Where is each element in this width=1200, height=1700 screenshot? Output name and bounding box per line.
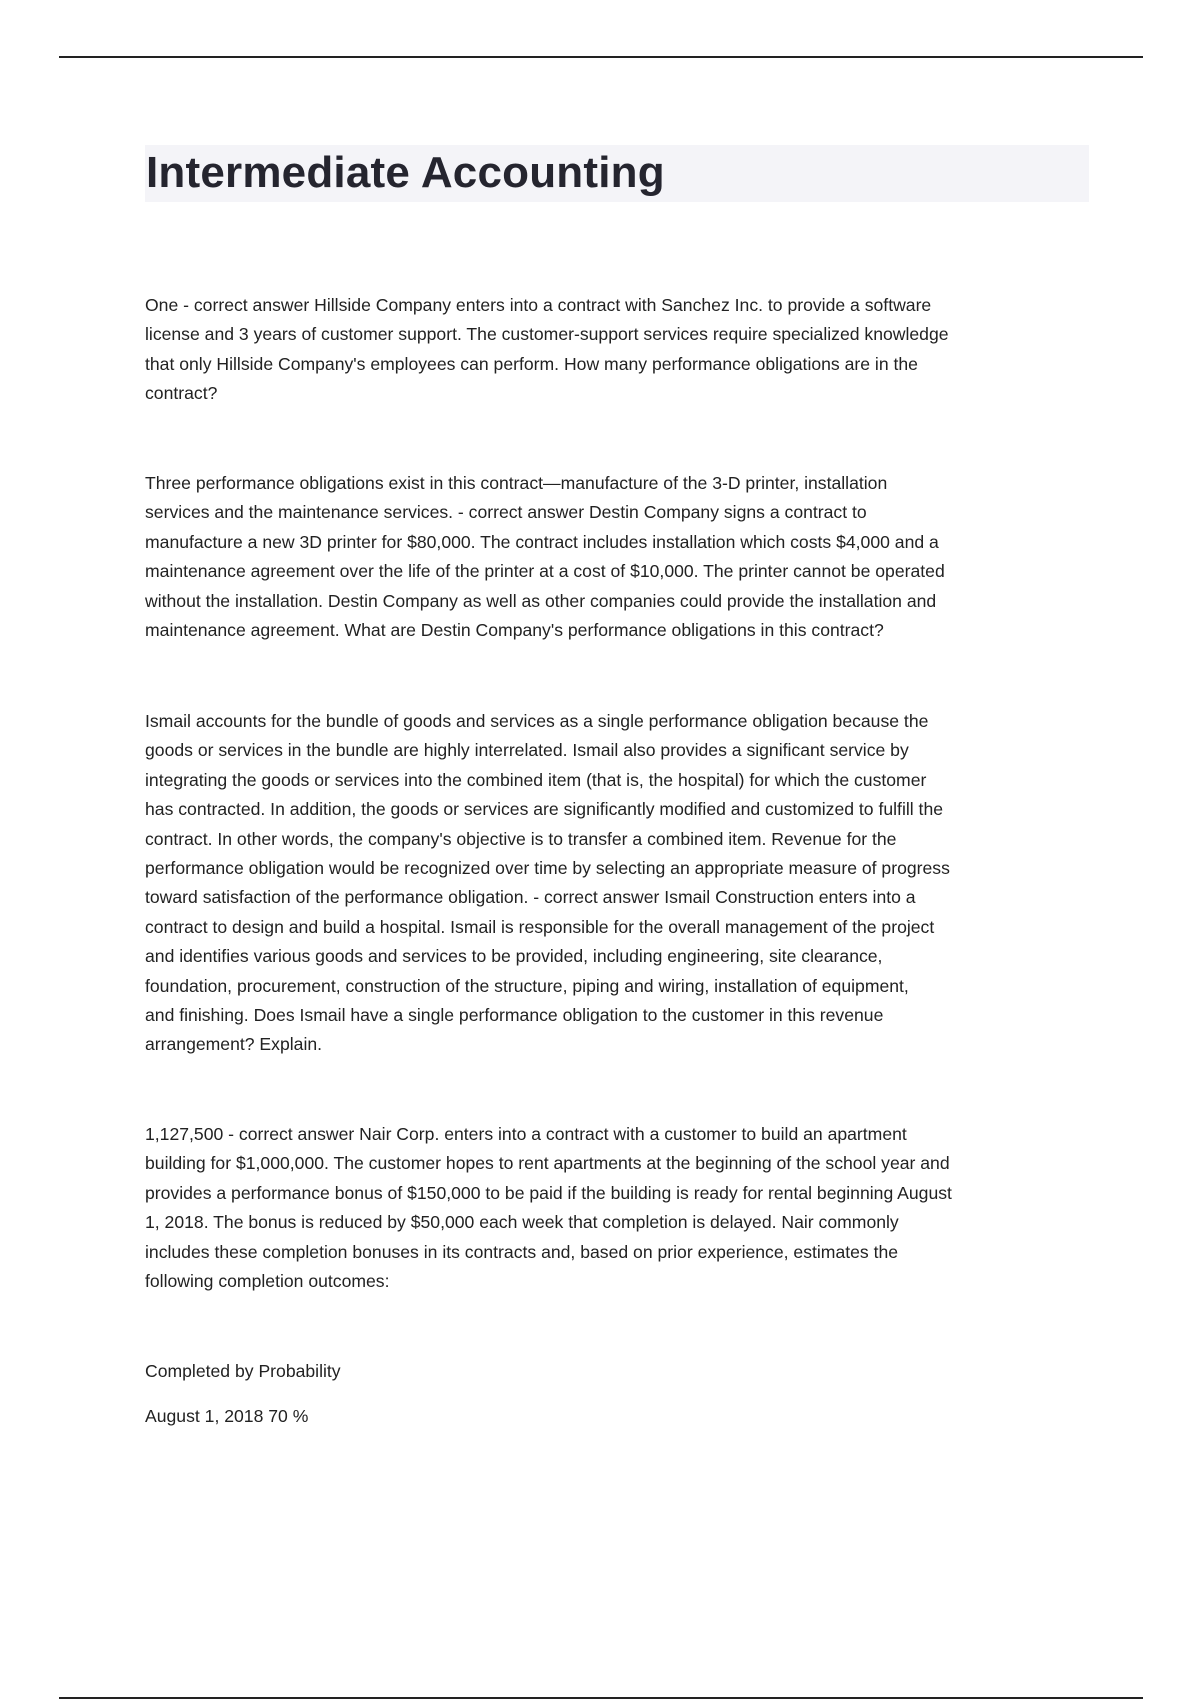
text-line: provides a performance bonus of $150,000 to be paid if the building is ready for rental beginning August <box>145 1182 952 1203</box>
text-line: contract? <box>145 383 218 404</box>
text-line: 1,127,500 - correct answer Nair Corp. enters into a contract with a customer to build an apartment <box>145 1124 907 1144</box>
table-header-line <box>145 1357 341 1386</box>
text-line: performance obligation would be recognized over time by selecting an appropriate measure of progress <box>145 858 950 879</box>
text-line: foundation, procurement, construction of the structure, piping and wiring, installation of equipment, <box>145 975 909 996</box>
paragraph-3 <box>145 707 950 1060</box>
text-line: Three performance obligations exist in this contract—manufacture of the 3-D printer, installation <box>145 473 888 493</box>
text-line: and finishing. Does Ismail have a single performance obligation to the customer in this revenue <box>145 1005 884 1026</box>
text-line: following completion outcomes: <box>145 1271 390 1292</box>
table-row-line <box>145 1402 308 1431</box>
text-line: contract to design and build a hospital. Ismail is responsible for the overall management of the project <box>145 916 935 937</box>
text-line: license and 3 years of customer support. The customer-support services require specialized knowledge <box>145 324 949 345</box>
text-line: has contracted. In addition, the goods or services are significantly modified and customized to fulfill the <box>145 799 944 820</box>
text-line: services and the maintenance services. - correct answer Destin Company signs a contract to <box>145 502 867 523</box>
text-line: arrangement? Explain. <box>145 1034 323 1055</box>
paragraph-4 <box>145 1120 952 1296</box>
text-line: without the installation. Destin Company as well as other companies could provide the installation and <box>145 590 937 611</box>
bottom-divider <box>59 1697 1143 1699</box>
text-line: maintenance agreement. What are Destin Company's performance obligations in this contract? <box>145 620 884 641</box>
text-line: goods or services in the bundle are highly interrelated. Ismail also provides a significant service by <box>145 740 909 761</box>
paragraph-1 <box>145 291 949 409</box>
text-line: that only Hillside Company's employees can perform. How many performance obligations are in the <box>145 353 918 374</box>
text-line: August 1, 2018 70 % <box>145 1406 309 1426</box>
page-title: Intermediate Accounting <box>146 148 665 197</box>
text-line: contract. In other words, the company's objective is to transfer a combined item. Revenue for the <box>145 828 897 849</box>
text-line: and identifies various goods and services to be provided, including engineering, site clearance, <box>145 946 883 967</box>
text-line: Ismail accounts for the bundle of goods and services as a single performance obligation because the <box>145 711 929 731</box>
text-line: One - correct answer Hillside Company enters into a contract with Sanchez Inc. to provide a software <box>145 295 932 315</box>
text-line: maintenance agreement over the life of the printer at a cost of $10,000. The printer cannot be operated <box>145 561 945 582</box>
text-line: 1, 2018. The bonus is reduced by $50,000 each week that completion is delayed. Nair commonly <box>145 1212 899 1233</box>
text-line: integrating the goods or services into the combined item (that is, the hospital) for which the customer <box>145 769 927 790</box>
text-line: manufacture a new 3D printer for $80,000. The contract includes installation which costs $4,000 and a <box>145 531 939 552</box>
top-divider <box>59 56 1143 58</box>
text-line: includes these completion bonuses in its contracts and, based on prior experience, estimates the <box>145 1241 899 1262</box>
text-line: building for $1,000,000. The customer hopes to rent apartments at the beginning of the school year and <box>145 1153 950 1174</box>
text-line: Completed by Probability <box>145 1361 341 1381</box>
paragraph-2 <box>145 469 945 645</box>
text-line: toward satisfaction of the performance obligation. - correct answer Ismail Construction enters into a <box>145 887 916 908</box>
